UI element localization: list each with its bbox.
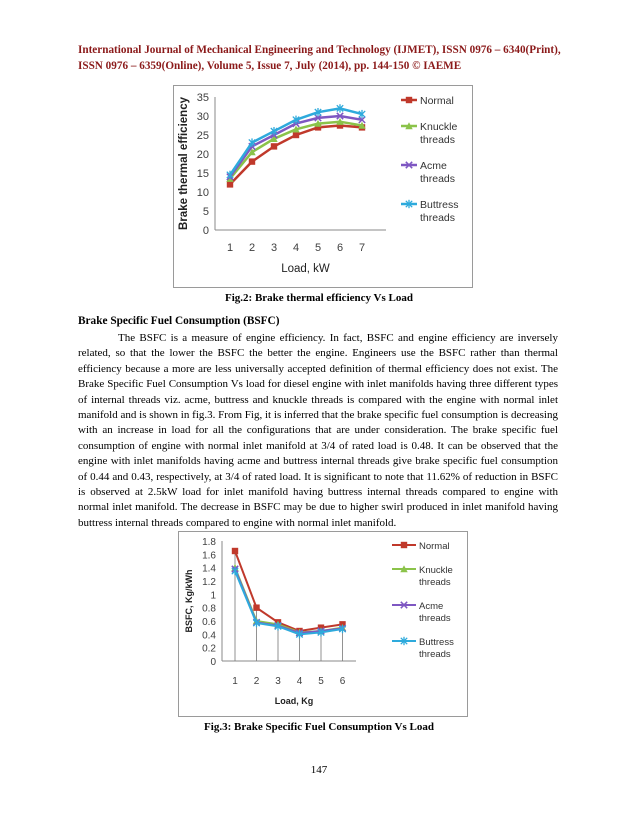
legend-label: threads bbox=[420, 173, 456, 185]
y-tick-label: 0.4 bbox=[202, 630, 216, 642]
y-tick-label: 1.8 bbox=[202, 537, 216, 548]
page-number: 147 bbox=[310, 764, 328, 776]
x-tick-label: 7 bbox=[358, 242, 366, 254]
x-tick-label: 6 bbox=[336, 242, 344, 254]
fig2-caption: Fig.2: Brake thermal efficiency Vs Load bbox=[225, 292, 413, 304]
y-tick-label: 1.4 bbox=[202, 563, 216, 575]
fig3-chart bbox=[178, 531, 468, 717]
journal-header-line1: International Journal of Mechanical Engineering and Technology (IJMET), ISSN 0976 – 6340(Print), bbox=[78, 44, 561, 56]
x-tick-label: 3 bbox=[275, 676, 281, 687]
x-tick-label: 3 bbox=[270, 242, 278, 254]
y-tick-label: 0 bbox=[202, 225, 209, 237]
y-tick-label: 15 bbox=[196, 168, 209, 180]
y-tick-label: 25 bbox=[196, 130, 209, 142]
legend-label: threads bbox=[420, 134, 456, 146]
fig2-chart-svg bbox=[173, 85, 473, 288]
legend-label: threads bbox=[419, 577, 451, 588]
y-axis-label: BSFC, Kg/kWh bbox=[184, 569, 194, 633]
legend-marker bbox=[406, 97, 412, 103]
legend-label: Acme bbox=[420, 160, 447, 172]
y-tick-label: 0.8 bbox=[202, 603, 216, 615]
legend-label: Buttress bbox=[420, 199, 459, 211]
fig3-caption: Fig.3: Brake Specific Fuel Consumption Vs Load bbox=[204, 721, 434, 733]
x-tick-label: 6 bbox=[339, 676, 346, 687]
x-tick-label: 5 bbox=[318, 676, 324, 687]
x-tick-label: 1 bbox=[226, 242, 234, 254]
y-tick-label: 20 bbox=[196, 149, 209, 161]
y-tick-label: 1.6 bbox=[202, 550, 216, 562]
fig2-chart bbox=[173, 85, 473, 288]
x-tick-label: 2 bbox=[248, 242, 256, 254]
y-tick-label: 30 bbox=[196, 111, 209, 123]
section-paragraph: The BSFC is a measure of engine efficiency. In fact, BSFC and engine efficiency are inversely related, so that the lower the BSFC the better the engine. Engineers use the BSFC rather than thermal efficiency because a more are less universally accepted definition of thermal efficiency does not exist. The Brake Specific Fuel Consumption Vs load for diesel engine with inlet manifolds having three different types of internal threads viz. acme, buttress and knuckle threads is compared with the engine with normal inlet manifold and is shown in fig.3. From Fig, it is inferred that the brake specific fuel consumption is decreasing with an increase in load for all the configurations that are under consideration. The brake specific fuel consumption of engine with normal inlet manifold at 3/4 of rated load is 0.48. It can be observed that the engine with inlet manifolds having acme and buttress internal threads give brake specific fuel consumption of 0.44 and 0.43, respectively, at 3/4 of rated load. It is significant to note that 11.62% of reduction in BSFC is observed at 2.5kW load for inlet manifold having buttress internal threads compared to engine with normal inlet manifold. The decrease in BSFC may be due to higher swirl produced in inlet manifold having buttress internal threads compared to engine with normal inlet manifold. bbox=[78, 332, 558, 529]
legend-label: Knuckle bbox=[420, 121, 458, 133]
y-axis-label: Brake thermal efficiency bbox=[178, 97, 190, 230]
data-point bbox=[232, 548, 238, 554]
y-tick-label: 35 bbox=[196, 92, 209, 104]
section-heading: Brake Specific Fuel Consumption (BSFC) bbox=[78, 315, 280, 327]
chart-frame bbox=[174, 86, 473, 288]
x-tick-label: 4 bbox=[296, 676, 303, 687]
legend-label: Knuckle bbox=[419, 565, 453, 576]
y-tick-label: 0 bbox=[210, 657, 216, 668]
data-point bbox=[293, 132, 299, 138]
y-tick-label: 0.2 bbox=[202, 643, 216, 655]
data-point bbox=[253, 604, 259, 610]
y-tick-label: 0.6 bbox=[202, 617, 216, 628]
fig3-chart-svg bbox=[178, 531, 468, 717]
journal-header-line2: ISSN 0976 – 6359(Online), Volume 5, Issue 7, July (2014), pp. 144-150 © IAEME bbox=[78, 60, 462, 72]
y-tick-label: 10 bbox=[196, 187, 209, 199]
data-point bbox=[271, 143, 277, 149]
legend-label: threads bbox=[419, 613, 451, 624]
legend-marker bbox=[401, 542, 407, 548]
legend-label: Normal bbox=[419, 541, 450, 552]
data-point bbox=[249, 158, 255, 164]
x-tick-label: 1 bbox=[232, 676, 238, 687]
legend-label: Buttress bbox=[419, 637, 454, 648]
x-tick-label: 5 bbox=[314, 242, 322, 254]
y-tick-label: 5 bbox=[202, 206, 209, 218]
x-tick-label: 2 bbox=[253, 676, 260, 687]
x-axis-label: Load, kW bbox=[281, 263, 330, 275]
data-point bbox=[227, 181, 233, 187]
legend-label: Normal bbox=[420, 95, 454, 107]
legend-label: Acme bbox=[419, 601, 444, 612]
y-tick-label: 1.2 bbox=[202, 577, 216, 588]
y-tick-label: 1 bbox=[210, 590, 216, 602]
journal-header bbox=[78, 42, 578, 74]
x-tick-label: 4 bbox=[292, 242, 300, 254]
legend-label: threads bbox=[420, 212, 456, 224]
x-axis-label: Load, Kg bbox=[274, 696, 314, 706]
legend-label: threads bbox=[419, 649, 451, 660]
